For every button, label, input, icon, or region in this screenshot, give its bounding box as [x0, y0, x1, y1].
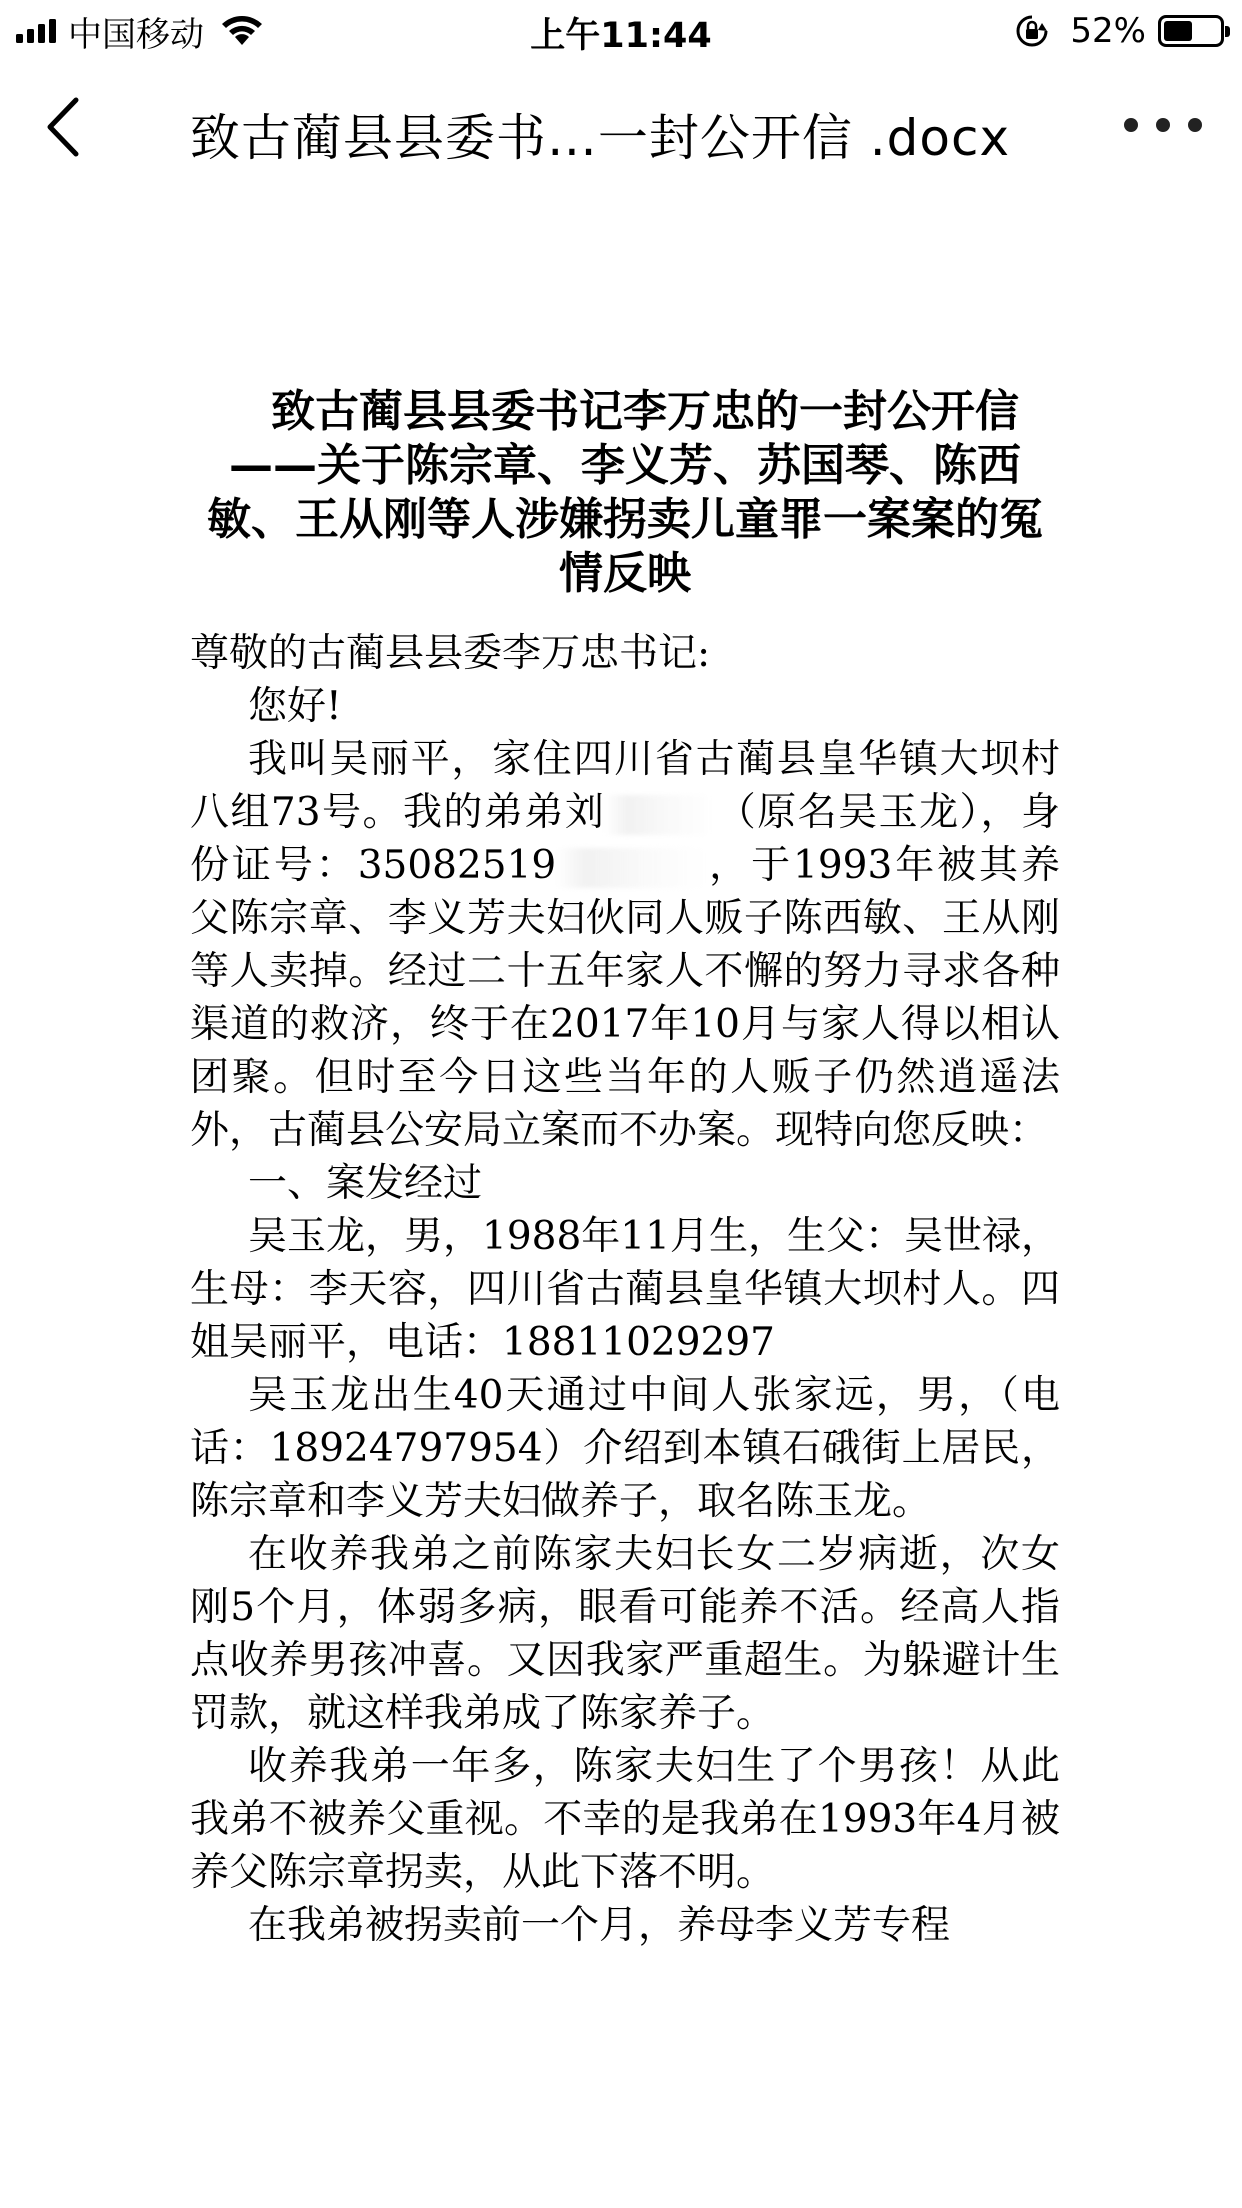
rotation-lock-icon [1014, 13, 1050, 49]
more-dot-icon [1188, 118, 1202, 132]
status-bar [0, 0, 1242, 62]
nav-bar [0, 62, 1242, 192]
back-button[interactable] [36, 92, 100, 162]
battery-fill [1164, 21, 1192, 41]
doc-paragraph: 吴玉龙出生40天通过中间人张家远，男，（电话：18924797954）介绍到本镇石硪街上居民，陈宗章和李义芳夫妇做养子，取名陈玉龙。 [190, 1373, 1060, 1524]
more-options-button[interactable] [1124, 110, 1202, 140]
doc-text: 我叫吴丽平，家住四川省古蔺县皇华镇大坝村八组73号。我的弟弟刘 [190, 737, 1060, 835]
redaction-blur [556, 848, 706, 888]
status-right [1014, 10, 1224, 52]
battery-percent: 52% [1070, 11, 1146, 51]
more-dot-icon [1124, 118, 1138, 132]
doc-paragraph: 在收养我弟之前陈家夫妇长女二岁病逝，次女刚5个月，体弱多病，眼看可能养不活。经高人指点收养男孩冲喜。又因我家严重超生。为躲避计生罚款，就这样我弟成了陈家养子。 [190, 1532, 1060, 1736]
doc-paragraph: 收养我弟一年多，陈家夫妇生了个男孩！从此我弟不被养父重视。不幸的是我弟在1993年4月被养父陈宗章拐卖，从此下落不明。 [190, 1744, 1060, 1895]
doc-section-heading: 一、案发经过 [248, 1161, 483, 1206]
redaction-blur [605, 795, 715, 835]
status-time: 上午11:44 [530, 16, 712, 56]
doc-title: 致古蔺县县委书记李万忠的一封公开信 [271, 386, 1019, 437]
doc-text: ，于1993年被其养父陈宗章、李义芳夫妇伙同人贩子陈西敏、王从刚等人卖掉。经过二十五年家人不懈的努力寻求各种渠道的救济，终于在2017年10月与家人得以相认团聚。但时至今日这些当年的人贩子仍然逍遥法外，古蔺县公安局立案而不办案。现特向您反映： [190, 843, 1060, 1153]
chevron-left-icon [36, 92, 100, 162]
document-content [190, 385, 1060, 1952]
doc-subtitle: ——关于陈宗章、李义芳、苏国琴、陈西敏、王从刚等人涉嫌拐卖儿童罪一案案的冤情反映 [207, 440, 1043, 599]
doc-paragraph: 吴玉龙，男，1988年11月生，生父：吴世禄，生母：李天容，四川省古蔺县皇华镇大坝村人。四姐吴丽平，电话：18811029297 [190, 1214, 1060, 1365]
document-title-bar: 致古蔺县县委书…一封公开信 .docx [189, 109, 1011, 167]
doc-paragraph [190, 733, 1060, 1157]
more-dot-icon [1156, 118, 1170, 132]
carrier-name: 中国移动 [68, 14, 204, 55]
battery-icon [1158, 15, 1224, 47]
doc-greeting: 您好! [248, 684, 342, 729]
doc-paragraph: 在我弟被拐卖前一个月，养母李义芳专程 [248, 1903, 951, 1948]
doc-salutation: 尊敬的古蔺县县委李万忠书记: [190, 631, 711, 676]
doc-text: （原名吴玉龙），身份证号：35082519 [190, 790, 1060, 888]
